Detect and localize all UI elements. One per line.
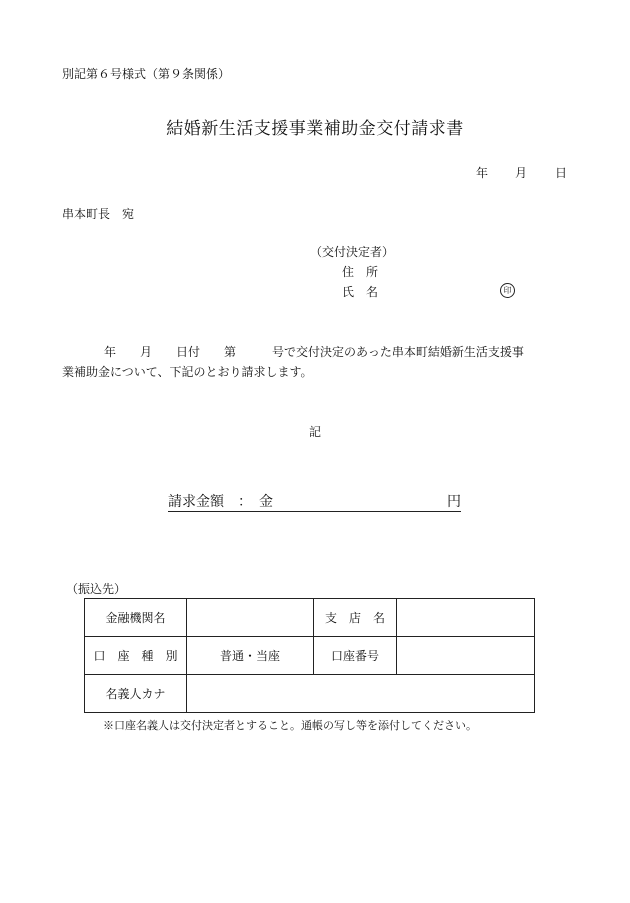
date-year: 年 bbox=[476, 166, 489, 180]
document-title: 結婚新生活支援事業補助金交付請求書 bbox=[166, 119, 464, 139]
date-day: 日 bbox=[555, 166, 568, 180]
branch-name-field[interactable] bbox=[397, 599, 535, 637]
table-row bbox=[85, 637, 535, 675]
body-line-1: 年 月 日付 第 号で交付決定のあった串本町結婚新生活支援事 bbox=[104, 345, 524, 359]
bank-name-field[interactable] bbox=[187, 599, 314, 637]
account-holder-kana-field[interactable] bbox=[187, 675, 535, 713]
ki-heading: 記 bbox=[308, 425, 321, 439]
bank-transfer-label: （振込先） bbox=[66, 582, 127, 596]
account-type-label: 口 座 種 別 bbox=[85, 637, 187, 675]
table-row bbox=[85, 599, 535, 637]
applicant-label: （交付決定者） bbox=[310, 245, 395, 259]
bank-info-table bbox=[84, 598, 535, 713]
account-holder-kana-label: 名義人カナ bbox=[85, 675, 187, 713]
account-type-field[interactable]: 普通・当座 bbox=[187, 637, 314, 675]
request-body bbox=[62, 342, 580, 382]
account-number-label: 口座番号 bbox=[314, 637, 397, 675]
date-month: 月 bbox=[515, 166, 528, 180]
body-line-2: 業補助金について、下記のとおり請求します。 bbox=[62, 365, 313, 379]
addressee: 串本町長 宛 bbox=[62, 207, 135, 221]
amount-unit: 円 bbox=[447, 494, 461, 510]
account-number-field[interactable] bbox=[397, 637, 535, 675]
requested-amount bbox=[168, 491, 461, 512]
seal-mark: 印 bbox=[500, 283, 515, 298]
name-label: 氏 名 bbox=[342, 285, 379, 299]
account-note: ※口座名義人は交付決定者とすること。通帳の写し等を添付してください。 bbox=[103, 719, 477, 732]
address-label: 住 所 bbox=[342, 265, 379, 279]
table-row bbox=[85, 675, 535, 713]
form-style-note: 別記第６号様式（第９条関係） bbox=[62, 67, 231, 81]
amount-label: 請求金額 ： 金 bbox=[168, 494, 273, 510]
branch-name-label: 支 店 名 bbox=[314, 599, 397, 637]
bank-name-label: 金融機関名 bbox=[85, 599, 187, 637]
